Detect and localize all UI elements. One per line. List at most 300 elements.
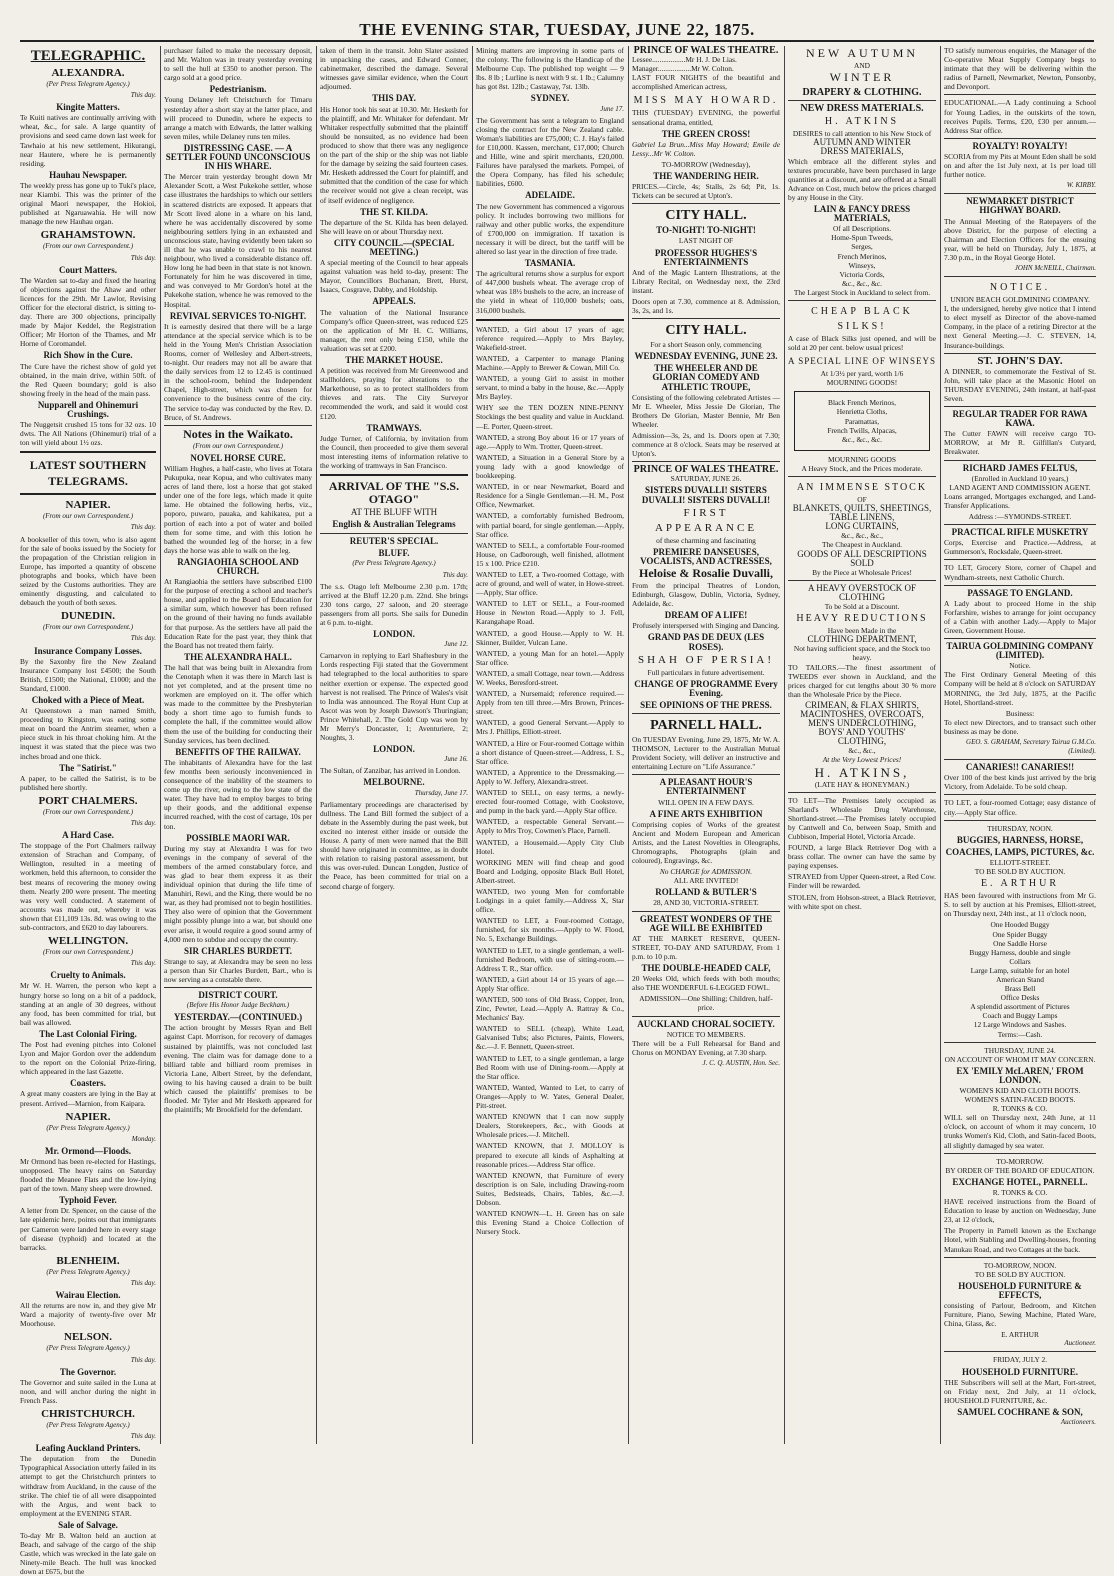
dateline: This day. [130,1355,156,1364]
fabric-item: Winseys, [848,260,876,270]
auction-item: Buggy Harness, double and single [969,947,1071,957]
otago-sub: AT THE BLUFF WITH [350,507,438,518]
story-heading: The Governor. [59,1366,117,1377]
dateline: This day. [130,819,156,827]
story-heading: The Last Colonial Firing. [39,1028,137,1039]
auction-item: Coach and Buggy Lamps [982,1011,1058,1021]
divider [788,100,936,101]
column-4 [476,46,624,1444]
story-heading: YESTERDAY.—(CONTINUED.) [173,1012,303,1023]
ad-line: For a short Season only, commencing [650,340,762,350]
ad-line: SHAH OF PERSIA! [637,653,775,666]
column-3 [320,46,468,1444]
story-heading: A Hard Case. [62,830,114,841]
ad-text: FOUND, a large Black Retriever Dog with a brass collar. The owner can have the same by paying expenses. [788,843,936,871]
ad-line: SATURDAY, JUNE 26. [670,474,742,484]
ad-text: The Property in Parnell known as the Exchange Hotel, with Stabling and Dwelling-houses, fronting Manukau Road, and two Cottages at the back. [944,1226,1096,1254]
column-rule [628,46,629,1444]
ad-line: MACINTOSHES, OVERCOATS, [800,708,924,719]
story-text: Young Delaney left Christchurch for Timaru yesterday after a short stay at the latter place, and will proceed to Dunedin, where he expects to arrange a match with Edwards, the latter walking seven miles, while Delaney runs ten miles. [164,95,312,141]
column-rule [784,46,785,1444]
ad-line: FIRST APPEARANCE [654,506,758,534]
story-text: The stoppage of the Port Chalmers railway extension of Strachan and Company, of Wellington, resulted in a meeting of workmen, held this afternoon, to consider the best means of recovering the money owing them. Nearly 200 were present. The meeting was very well conducted. A statement of accounts was made out, whereby it was shown that £11,109 13s. 8d. was owing to the sub-contractors, and £620 to day labourers. [20,841,156,933]
column-rule [316,46,317,1444]
ad-text: And of the Magic Lantern Illustrations, at the Library Recital, on Wednesday next, the 23rd instant. [632,267,780,295]
dateline: June 12. [444,640,468,649]
story-heading: Nupparell and Ohinemuri Crushings. [37,399,139,419]
story-text: A bookseller of this town, who is also agent for the sale of books issued by the Society for the propagation of the Christian religion in Europe, has imported a quantity of obscene photographs and books, which have been seized by the Customs authorities. They are eminently disgusting, and calculated to debauch the youth of both sexes. [20,534,156,608]
wanted-ad: WANTED, a good General Servant.—Apply to Mrs J. Phillips, Elliott-street. [476,718,624,737]
ad-signature: J. C. Q. AUSTIN, Hon. Sec. [702,1058,780,1067]
story-text: Judge Turner, of California, by invitation from the Council, then proceeded to give them several most interesting items of information relative to the working of tramways in San Francisco. [320,433,468,471]
auction-item: Office Desks [1000,993,1040,1003]
otago-gothic: English & Australian Telegrams [332,519,456,530]
column-1 [20,46,156,1576]
ad-line: ALL ARE INVITED! [673,876,739,886]
ad-text: Corps, Exercise and Practice.—Address, at Gummerson's, Rocksdale, Queen-street. [944,538,1096,557]
waikato-heading: Notes in the Waikato. [183,426,293,441]
ad-line: CHANGE OF PROGRAMME Every Evening. [634,678,778,698]
divider [788,580,936,581]
story-heading: THE MARKET HOUSE. [345,355,443,365]
ad-line: OF [857,495,867,504]
wanted-ad: WANTED, a good House.—Apply to W. H. Skinner, Builder, Vulcan Lane. [476,628,624,647]
ad-line: Manager..................Mr W. Colton. [632,64,734,74]
ad-line: Full particulars in future advertisement. [647,667,765,677]
divider [632,713,780,714]
ad-line: E. ARTHUR [1001,1330,1039,1340]
ad-line: (Enrolled in Auckland 10 years,) [971,473,1069,483]
ad-text: Admission—3s, 2s, and 1s. Doors open at 7.30; commence at 8 o'clock. Seats may be reserved at Upton's. [632,431,780,459]
ad-line: &c., &c., [848,746,876,756]
divider [944,1153,1096,1154]
ad-line: A SPECIAL LINE OF WINSEYS [788,356,937,367]
story-text: The inhabitants of Alexandra have for the last few months been seriously inconvenienced in consequence of the inability of the steamers to come up the river, owing to the low state of the water. They have had to employ barges to bring up their goods, and the additional expense incurred reached, with the cost of cartage, 10s per ton. [164,757,312,831]
story-heading: Kingite Matters. [56,102,120,113]
ad-line: By the Piece at Wholesale Prices! [812,567,912,577]
story-heading: Rich Show in the Cure. [43,350,133,361]
auction-list [944,920,1096,1029]
story-heading: Court Matters. [59,264,117,275]
ad-text: TO LET, Grocery Store, corner of Chapel and Wyndham-streets, next Catholic Church. [944,563,1096,582]
ad-line: WEDNESDAY EVENING, JUNE 23. [634,351,778,362]
ad-text: STOLEN, from Hobson-street, a Black Retriever, with white spot on chest. [788,892,936,911]
agency-note: (From our own Correspondent.) [42,512,134,521]
fabric-item: Victoria Cords, [839,269,885,279]
auction-item: A splendid assortment of Pictures [970,1002,1070,1012]
story-heading: TASMANIA. [524,258,576,269]
ad-line: A Heavy Stock, and the Prices moderate. [801,463,923,473]
play-title: THE WANDERING HEIR. [653,171,759,182]
divider [944,276,1096,277]
telegraphic-heading: TELEGRAPHIC. [30,48,146,64]
wanted-ad: WANTED, a young Girl to assist in mother servant, to mind a baby in the house, &c.—Apply Mrs Bayley. [476,374,624,402]
story-text: A special meeting of the Council to hear appeals against valuation was held to-day, present: The Mayor, Councillors Buchanan, Brett, Hurst, Isaacs, Cosgrave, Dabby, and Holdship. [320,258,468,295]
ad-line: MEN'S UNDERCLOTHING, [807,718,917,729]
ad-text: TO LET—The Premises lately occupied as Sharland's Wholesale Drug Warehouse, Shortland-street.—The Premises lately occupied by Cantwell and Co, between Soap, Smith and Cubbison, Imperial Hotel, Victoria Arcade. [788,795,936,841]
ad-line: DESIRES to call attention to his New Stock of [792,129,932,139]
ad-line: Notice. [1009,661,1031,671]
ad-line: NEW AUTUMN [805,46,919,60]
divider [164,987,312,988]
ad-text: AT THE MARKET RESERVE, QUEEN-STREET, TO-DAY AND SATURDAY, From 1 p.m. to 10 p.m. [632,933,780,961]
story-text: Parliamentary proceedings are characterised by dullness. The Land Bill formed the subject of a debate in the Assembly during the past week, but excited no interest either inside or outside the House. A party of men were named that the Bill should have originated in committee, as in doubt with relation to raising pastoral assessment, but this was over-ruled. Duncan Longden, Justice of the Peace, has been committed for trial on a second charge of forgery. [320,799,468,891]
dateline: This day. [130,1278,156,1287]
ad-line: GREATEST WONDERS OF THE AGE WILL BE EXHIBITED [639,913,773,933]
ad-text: Loans arranged, Mortgages exchanged, and Land-Transfer Applications. [944,491,1096,510]
divider [320,533,468,534]
wanted-ad: WANTED to LET, to a single gentleman, a well-furnished Bedroom, with use of sitting-room.—Address T. R., Star office. [476,945,624,973]
divider [632,461,780,462]
story-heading: Typhoid Fever. [59,1195,117,1206]
ad-line: NEWMARKET DISTRICT HIGHWAY BOARD. [966,196,1074,216]
story-text: The Nuggetsit crushed 15 tons for 32 ozs. 10 dwts. The All Nations (Ohinemuri) trial of a ton will yield about 1½ ozs. [20,420,156,448]
wanted-ad: WANTED, 500 tons of Old Brass, Copper, Iron, Zinc, Pewter, Lead.—Apply A. Rattray & Co., Mechanics' Bay. [476,995,624,1023]
agency-note: (From our own Correspondent.) [42,242,134,251]
mourning-box [794,391,930,450]
ad-line: SAMUEL COCHRANE & SON, [957,1406,1083,1417]
ad-text: A Lady about to proceed Home in the ship Forfarshire, wishes to arrange for joint occupancy of a Cabin with another Lady.—Apply to Major Green, Government House. [944,598,1096,635]
column-rule [940,46,941,1444]
wanted-ad: WANTED, a respectable General Servant.—Apply to Mrs Troy, Cowmen's Place, Parnell. [476,817,624,836]
auction-item: Large Lamp, suitable for an hotel [970,965,1070,975]
story-text: The Sultan, of Zanzibar, has arrived in London. [320,766,461,776]
ad-text: WILL sell on Thursday next, 24th June, at 11 o'clock, on account of whom it may concern, 10 trunks Women's Kid, Cloth, and Satin-faced Boots, all slightly damaged by sea water. [944,1113,1096,1150]
dateline: June 17. [600,104,624,113]
story-heading: DISTRICT COURT. [198,990,278,1001]
ad-signature: W. KIRBY. [1066,181,1096,190]
story-text: The s.s. Otago left Melbourne 2.30 p.m. 17th; arrived at the Bluff 12.20 p.m. 22nd. She brings 230 tons cargo, 27 saloon, and 20 steerage passengers from all ports. She sails for Dunedin at 6 p.m. to-night. [320,581,468,627]
ad-text: TO TAILORS.—The finest assortment of TWEEDS ever shown in Auckland, and the prices charged for cut lengths about 30 % more than the Wholesale Price by the Piece. [788,662,936,699]
ad-line: PROFESSOR HUGHES'S ENTERTAINMENTS [654,247,758,267]
ad-text: 20 Weeks Old, which feeds with both mouths; also THE WONDERFUL 6-LEGGED FOWL. [632,974,780,993]
ad-line: AND [853,61,870,70]
ad-line: 28, AND 30, VICTORIA-STREET. [653,898,759,908]
ad-line: Terms:—Cash. [997,1029,1043,1039]
story-heading: MELBOURNE. [363,777,425,788]
ad-line: WOMEN'S KID AND CLOTH BOOTS. [959,1086,1081,1095]
ad-line: BLANKETS, QUILTS, SHEETINGS, [792,503,932,514]
dateline: Monday. [131,1134,156,1143]
ad-line: FRIDAY, JULY 2. [992,1355,1047,1365]
mourning-item: Black French Merinos, [828,398,896,408]
divider [944,94,1096,95]
divider [632,203,780,204]
ad-line: Address :—SYMONDS-STREET. [968,512,1072,522]
story-text: purchaser failed to make the necessary deposit, and Mr. Walton was in treaty yesterday evening to sell the hull at £350 to another person. The cargo sold at a good price. [164,46,312,83]
ad-line: R. TONKS & CO. [992,1104,1048,1114]
ad-line: MOURNING GOODS [828,454,896,464]
ad-line: CRIMEAN, & FLAX SHIRTS, [805,699,919,710]
divider [944,1257,1096,1258]
ad-line: HOUSEHOLD FURNITURE & EFFECTS, [958,1280,1082,1300]
mourning-item: Paramattas, [844,416,880,426]
mourning-item: Henrietta Cloths, [836,407,888,417]
story-text: The Governor and suite sailed in the Luna at noon, and will anchor during the night in French Pass. [20,1377,156,1405]
dateline: This day. [130,634,156,643]
ad-line: R. TONKS & CO. [992,1187,1048,1197]
story-heading: REUTER'S SPECIAL. [349,536,439,547]
divider [632,774,780,775]
ad-line: (LATE HAY & HONEYMAN.) [814,779,910,789]
agency-note: (Per Press Telegram Agency.) [46,1344,130,1353]
ad-text: The Cutter FAWN will receive cargo TO-MORROW, at Mr R. Gilfillan's Cutyard, Breakwater. [944,429,1096,457]
wanted-ad: WANTED, a young Man for an hotel.—Apply Star office. [476,648,624,667]
story-heading: Hauhau Newspaper. [49,169,127,180]
story-heading: Pedestrianism. [209,84,267,95]
story-text: By the Saxonby fire the New Zealand Insurance Company lost £4500; the South British, £1500; the National, £1000; and the Standard, £1000. [20,656,156,693]
fabric-item: &c., &c., &c. [841,278,883,288]
ad-text: A DINNER, to commemorate the Festival of St. John, will take place at the Masonic Hotel on THURSDAY EVENING, 24th instant, at half-past Seven. [944,366,1096,403]
ad-line: ROYALTY! ROYALTY! [972,140,1068,151]
latest-heading: LATEST SOUTHERN TELEGRAMS. [29,458,147,489]
divider [944,585,1096,586]
story-heading: THIS DAY. [372,93,416,104]
wanted-ad: WANTED, a Nursemaid; reference required.—Apply from ten till three.—Mrs Brown, Princes-street. [476,689,624,717]
fabric-item: Serges, [851,242,873,252]
column-5 [632,46,780,1444]
ad-line: E. ARTHUR [980,878,1060,890]
ad-text: I, the undersigned, hereby give notice that I intend to elect myself as Director of the above-named Company, in the place of a retiring Director at the next General Meeting.—J. C. STEVEN, 14, Insurance-buildings. [944,304,1096,350]
wanted-ad: WANTED, a comfortably furnished Bedroom, with partial board, for single gentleman.—Apply, Star office. [476,511,624,539]
ad-text: Gabriel La Brun...Miss May Howard; Emile de Lessy...Mr W. Colton. [632,139,780,158]
ad-line: &c., &c., &c., [841,531,883,541]
ad-line: The Cheapest in Auckland. [821,540,903,550]
story-heading: NOVEL HORSE CURE. [190,452,286,463]
story-heading: TRAMWAYS. [366,422,422,433]
divider [944,1042,1096,1043]
ad-line: ROLLAND & BUTLER'S [655,887,757,898]
wanted-ad: WANTED KNOWN that I can now supply Dealers, Storekeepers, &c., with Goods at Wholesale prices.—J. Mitchell. [476,1112,624,1140]
story-text: The deputation from the Dunedin Typographical Association utterly failed in its attempt to get the Christchurch printers to withdraw from Auckland, in the cause of the strike. The chief tie of all were disappointed with the Argus, and went back to employment at the EVENING STAR. [20,1454,156,1518]
story-text: His Honor took his seat at 10.30. Mr. Hesketh for the plaintiff, and Mr. Whitaker for defendant. Mr Whitaker respectfully submitted that the plaintiff should be nonsuited, as no evidence had been produced to show that there was any negligence on the part of the ship or the ship was not liable for the damage by seizing the said fourteen cases. Mr. Hesketh addressed the Court for plaintiff, and submitted that the condition of the case for which the receiver would not give a clean receipt, was of itself evidence of negligence. [320,104,468,205]
ad-line: CLOTHING, [837,736,887,747]
agency-note: (From our own Correspondent.) [42,807,134,816]
wanted-ad: WANTED, in or near Newmarket, Board and Residence for a Single Gentleman.—H. M., Post Office, Newmarket. [476,482,624,510]
ad-line: RICHARD JAMES FELTUS, [962,462,1078,473]
agency-note: (Per Press Telegram Agency.) [46,80,130,88]
story-heading: Insurance Company Losses. [34,645,142,656]
ad-line: H. ATKINS [824,116,900,128]
ad-line: HEAVY REDUCTIONS [796,613,928,625]
wanted-ad: WANTED to LET or SELL, a Four-roomed House in Newton Road.—Apply to J. Fell, Karangahape Road. [476,599,624,627]
story-text: A great many coasters are lying in the Bay at present. Arrived—Marnion, from Kaipara. [20,1089,156,1108]
story-text: Mr Ormond has been re-elected for Hastings, unopposed. The heavy rains on Saturday flooded the Meanee Flats and the low-lying part of the town. Many sheep were drowned. [20,1156,156,1194]
ad-line: THURSDAY, NOON. [987,823,1053,833]
ad-text: SCORIA from my Pits at Mount Eden shall be sold on and after the 1st July next, at 1s per load till further notice. [944,151,1096,180]
story-text: The departure of the St. Kilda has been delayed. She will leave on or about Thursday next. [320,217,468,236]
ad-line: TO BE SOLD BY AUCTION. [974,867,1066,877]
ad-line: Lessee..................Mr H. J. De Lias. [632,55,737,65]
dateline: This day. [130,91,156,100]
wanted-ad: WANTED to LET, a Two-roomed Cottage, with acre of ground, and well of water, in Howe-street.—Apply, Star office. [476,569,624,598]
ad-line: PREMIERE DANSEUSES, VOCALISTS, AND ACTRESSES, [640,546,772,566]
dateline: Thursday, June 17. [414,788,468,797]
ad-line: THURSDAY, JUNE 24. [984,1045,1056,1055]
ad-line: WILL OPEN IN A FEW DAYS. [658,797,754,807]
ad-line: Business: [1005,708,1035,718]
column-2 [164,46,312,1444]
section-heading: NAPIER. [65,1110,111,1123]
wanted-ads [476,325,624,1237]
ad-text: The First Ordinary General Meeting of this Company will be held at 8 o'clock on SATURDAY MORNING, the 3rd July, 1875, at the Pacific Hotel, Shortland-street. [944,670,1096,707]
divider [476,319,624,321]
column-6 [788,46,936,1444]
story-text: The Government has sent a telegram to England closing the contract for the New Zealand cable. Woman's liabilities are £75,000; C. J. Hay's failed for £10,000. Kassen, merchant, £17,000; Church and Hille, wine and spirit merchants, £20,000. Failures have paralysed the markets. Pompei, of the Opera Company, has filed his schedule; liabilities, £600. [476,115,624,189]
story-text: Carnarvon in replying to Earl Shaftesbury in the Lords respecting Fiji stated that the Government had telegraphed to the local authorities to spare neither exertion or expense. The expected good harvest is not realised. The Prince of Wales's visit to India was announced. The Royal Hunt Cup at Ascot was won by Joseph Dawson's Thuringian; Prince Whitehall, 2. The Gold Cup was won by Mr Merry's Doncaster, 1; Aventuriere, 2; Noughts, 3. [320,651,468,743]
divider [788,792,936,793]
ad-text: To elect new Directors, and to transact such other business as may be done. [944,717,1096,736]
ad-line: BOYS' AND YOUTHS' [818,727,906,738]
ad-line: LAST NIGHT OF [678,236,734,246]
column-rule [160,46,161,1444]
story-heading: THE ST. KILDA. [360,206,428,217]
play-title: THE GREEN CROSS! [661,128,751,139]
wanted-ad: WORKING MEN will find cheap and good Board and Lodging, opposite Black Bull Hotel, Albert-street. [476,857,624,885]
wanted-ad: WANTED KNOWN—L. H. Green has on sale this Evening Stand a Choice Collection of Nursery Stock. [476,1209,624,1237]
otago-heading: ARRIVAL OF THE "S.S. OTAGO" [328,479,460,507]
wanted-ad: WANTED KNOWN, that Furniture of every description is on Sale, including Drawing-room Suites, Bedsteads, Chairs, Tables, &c.—J. Dobson. [476,1170,624,1207]
section-heading: PORT CHALMERS. [38,794,138,807]
ad-line: LONG CURTAINS, [825,521,899,532]
auction-item: One Saddle Horse [993,938,1047,948]
story-heading: APPEALS. [372,296,416,307]
story-heading: RANGIAOHIA SCHOOL AND CHURCH. [177,556,299,576]
column-rule [472,46,473,1444]
section-heading: NAPIER. [65,499,111,512]
story-text: Mr W. H. Warren, the person who kept a hungry horse so long on a bit of a paddock, standing at an angle of 30 degrees, without any food, has been committed for trial, but bail was allowed. [20,981,156,1027]
story-text: The Warden sat to-day and fixed the hearing of objections against the Ahaw and other licences for the 29th. Mr Lawlor, Revising Officer for the electoral district, is sitting to-day. There are 300 objections, principally made by Major Keddel, the Registration Officer; Mr Horton of the Thames, and Mr Horne of Coromandel. [20,275,156,349]
dateline: This day. [442,570,468,579]
ad-text: LAST FOUR NIGHTS of the beautiful and accomplished American actress, [632,73,780,92]
story-heading: Leafing Auckland Printers. [35,1443,141,1454]
story-heading: Choked with a Piece of Meat. [31,694,145,705]
ad-text: HAS been favoured with instructions from Mr G. S. to sell by auction at his Premises, Elliott-street, on Thursday next, 24th inst., at 11 o'clock noon, [944,891,1096,919]
ad-line: GOODS OF ALL DESCRIPTIONS SOLD [797,548,927,568]
story-heading: SYDNEY. [530,93,570,104]
masthead-title: THE EVENING STAR, TUESDAY, JUNE 22, 1875. [359,20,755,39]
ad-line: MOURNING GOODS! [826,378,898,388]
ad-line: ST. JOHN'S DAY. [977,354,1063,367]
story-text: At Rangiaohia the settlers have subscribed £100 for the purpose of erecting a school and teacher's house, and applied to the Board of Education for a similar sum, which however has been refused on the ground of their having no funds available for that purpose. As the settlers have all paid the Education Rate for the past year, they think that the Board has not treated them fairly. [164,577,312,650]
story-text: The action brought by Messrs Ryan and Bell against Capt. Morrison, for recovery of damages sustained by plaintiffs, was not concluded last evening. The claim was for damage done to a billiard table and billiard room premises in Victoria Lane, Albert Street, by the defendant, owing to his having caused a drain to be built which caused the plaintiffs' premises to be flooded. Mr Tyler and Mr Hesketh appeared for the plaintiffs; Mr Brookfield for the defendant. [164,1023,312,1115]
ad-signature: Auctioneer. [1064,1339,1096,1348]
ad-text: Which embrace all the different styles and textures procurable, have been purchased in large quantities at a discount, and are offered at a Small Advance on Cost, much below the prices charged by any House in the City. [788,156,936,202]
story-text: taken of them in the transit. John Slater assisted in unpacking the cases, and Edward Conner, cabinetmaker, described the damage. Several witnesses gave similar evidence, when the Court adjourned. [320,46,468,92]
ad-text: Comprising copies of Works of the greatest Ancient and Modern European and American Artists, and the Latest Novelties in Oleographs, Chromographs, Photographs (plain and coloured), Engravings, &c. [632,819,780,866]
story-text: The agricultural returns show a surplus for export of 447,000 bushels wheat. The average crop of wheat was 18½ bushels to the acre, an increase of the yield in wheat of 110,000 bushels; oats, 316,000 bushels. [476,269,624,315]
story-text: Mining matters are improving in some parts of the colony. The following is the Handicap of the Melbourne Cup. The published top weight — 9 lbs. 8 lb ; Lurline is next with 9 st. 1 lb.; Calumny has got 8st. 12lb.; Castaway, 7st. 13lb. [476,46,624,92]
wanted-ad: WHY see the TEN DOZEN NINE-PENNY Stockings the best quality and value in Auckland.—E. Porter, Queen-street. [476,403,624,431]
ad-line: PASSAGE TO ENGLAND. [967,587,1073,598]
story-text: To-day Mr B. Walton held an auction at Beach, and salvage of the cargo of the ship Castle, which was wrecked in the late gale on Ninety-mile Beach. The hull was knocked down at £675, but the [20,1531,156,1576]
mourning-item: French Twills, Alpacas, [827,425,897,435]
auction-item: Collars [1009,956,1031,966]
ad-line: of these charming and fascinating [656,535,756,545]
ad-line: WOMEN'S SATIN-FACED BOOTS. [964,1095,1076,1105]
ad-text: On TUESDAY Evening, June 29, 1875, Mr W. A. THOMSON, Lecturer to the Australian Mutual Provident Society, will deliver an instructive and entertaining Lecture on "Life Assurance." [632,734,780,772]
ad-signature: Auctioneers. [1060,1418,1096,1426]
wanted-ad: WANTED to SELL, on easy terms, a newly-erected four-roomed Cottage, with Cookstove, and pump in the back yard.—Apply Star office. [476,788,624,816]
section-heading: DUNEDIN. [60,610,116,623]
section-heading: BLENHEIM. [56,1254,120,1267]
wanted-ad: WANTED to SELL (cheap), White Lead, Galvanised Tubs; also Pictures, Paints, Flowers, &c.—J. F. Bennett, Queen-street. [476,1024,624,1052]
wanted-ad: WANTED, a small Cottage, near town.—Address W. Weeks, Beresford-street. [476,668,624,687]
ad-line: TO-MORROW, NOON. [983,1260,1057,1270]
story-text: The Cure have the richest show of gold yet obtained, in the main drive, within 50ft. of the Red Queen boundary; gold is also showing freely in the head of the main pass. [20,361,156,398]
cityhall-heading: CITY HALL. [665,323,747,339]
section-heading: NELSON. [64,1331,112,1344]
mourning-item: &c., &c., &c. [841,434,883,444]
ad-text: TO satisfy numerous enquiries, the Manager of the Co-operative Meat Supply Company begs to intimate that they will be delivering within the radius of Parnell, Newmarket, Newton, Ponsonby, and Devonport. [944,46,1096,92]
wanted-ad: WANTED, a Housemaid.—Apply City Club Hotel. [476,837,624,856]
ad-line: A HEAVY OVERSTOCK OF CLOTHING [807,582,917,602]
mourning-list [801,398,923,443]
masthead [20,20,1094,42]
ad-text: THIS (TUESDAY) EVENING, the powerful sensational drama, entitled, [632,108,780,127]
story-text: A paper, to be called the Satirist, is to be published here shortly. [20,773,156,792]
ad-line: CANARIES!! CANARIES!! [965,762,1075,773]
ad-text: HAVE received instructions from the Board of Education to lease by auction on Wednesday, June 23, at 12 o'clock, [944,1197,1096,1225]
ad-line: TO BE SOLD BY AUCTION. [974,1269,1066,1279]
ad-line: THE WHEELER AND DE GLORIAN COMEDY AND ATHLETIC TROUPE, [652,363,760,392]
story-heading: BENEFITS OF THE RAILWAY. [175,746,301,757]
theatre-heading: PRINCE OF WALES THEATRE. [633,45,779,56]
ad-line: AUTUMN AND WINTER [813,137,911,148]
ad-line: WINTER [829,70,895,85]
ad-text: EDUCATIONAL.—A Lady continuing a School for Young Ladies, in the outskirts of the town, receives Pupils. Terms, £20, £30 per annum.—Address Star office. [944,98,1096,135]
wanted-ad: WANTED to LET, to a single gentleman, a large Bed Room with use of Dining-room.—Apply at the Star office. [476,1053,624,1081]
divider [632,911,780,912]
ad-line: ON ACCOUNT OF WHOM IT MAY CONCERN. [944,1054,1096,1064]
divider [944,460,1096,461]
story-text: It is earnestly desired that there will be a large attendance at the special service which is to be held in the Young Men's Christian Association Rooms, corner of Wellesley and Albert-streets, to-night. Our readers may not all be aware that the daily services from 12 to 12.45 is continued in the school-room, behind the Independent Chapel, High-street, which was chosen for convenience to the business centre of the city. The service to-day was conducted by the Rev. D. Bruce, of St. Andrews. [164,321,312,422]
divider [20,493,156,495]
ad-line: SEE OPINIONS OF THE PRESS. [640,699,772,710]
ad-line: DRAPERY & CLOTHING. [802,87,922,99]
ad-line: CHEAP BLACK SILKS! [811,305,913,332]
ad-text: Consisting of the following celebrated Artistes — Mr E. Wheeler, Miss Jessie De Glorian, The Brothers De Glorian, Master Bennie, Mr Ben Wheeler. [632,392,780,429]
divider [632,318,780,319]
divider [944,524,1096,525]
ad-line: REGULAR TRADER FOR RAWA KAWA. [952,409,1088,429]
ad-line: At 1/3½ per yard, worth 1/6 [820,369,904,379]
ad-line: A PLEASANT HOUR'S ENTERTAINMENT [659,777,753,797]
story-text: A petition was received from Mr Greenwood and stallholders, praying for alterations to the Markethouse, so as to protect stallholders from thieves and rats. The City Surveyor recommended the work, and said it would cost £120. [320,366,468,421]
divider [944,353,1096,354]
ad-line: Of all Descriptions. [832,224,892,234]
story-heading: SIR CHARLES BURDETT. [183,945,293,956]
agency-note: (From our own Correspondent.) [192,441,284,450]
ad-line: DRESS MATERIALS, [820,146,904,157]
ad-text: From the principal Theatres of London, Edinburgh, Glasgow, Dublin, Victoria, Sydney, Adelaide, &c. [632,580,780,609]
story-heading: REVIVAL SERVICES TO-NIGHT. [169,310,307,321]
ad-line: TO-MORROW (Wednesday), [661,159,751,169]
ad-signature: JOHN McNEILL, Chairman. [1014,263,1096,272]
ad-line: The Largest Stock in Auckland to select from. [793,287,931,297]
ad-line: TO-NIGHT! TO-NIGHT! [656,225,756,236]
ad-line: A FINE ARTS EXHIBITION [649,808,763,819]
wanted-ad: WANTED, Wanted, Wanted to Let, to carry of Oranges—Apply to W. Yates, General Dealer, Pitt-street. [476,1082,624,1111]
section-heading: GRAHAMSTOWN. [40,229,136,242]
ad-line: NEW DRESS MATERIALS. [800,103,924,115]
ad-line: LAND AGENT AND COMMISSION AGENT. [949,482,1091,492]
ad-line: SISTERS DUVALLI! SISTERS DUVALLI! SISTERS DUVALLI! [641,485,771,505]
ad-text: consisting of Parlour, Bedroom, and Kitchen Furniture, Piano, Sewing Machine, Plated Ware, China, Glass, &c. [944,1300,1096,1329]
theatre-heading: PRINCE OF WALES THEATRE. [633,464,779,476]
ad-text: THE Subscribers will sell at the Mart, Fort-street, on Friday next, 2nd July, at 11 o'clock, HOUSEHOLD FURNITURE, &c. [944,1377,1096,1405]
ad-line: BUGGIES, HARNESS, HORSE, [956,834,1084,845]
